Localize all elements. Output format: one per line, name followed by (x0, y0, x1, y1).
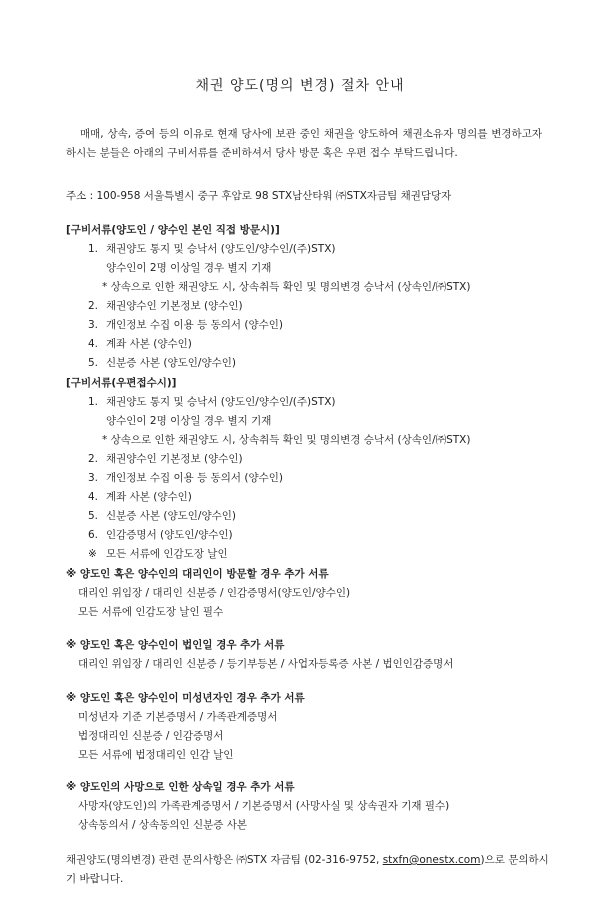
list-item: 대리인 위임장 / 대리인 신분증 / 등기부등본 / 사업자등록증 사본 / 법인인감증명서 (78, 658, 454, 670)
list-item: 사망자(양도인)의 가족관계증명서 / 기본증명서 (사망사실 및 상속권자 기재 필수) (78, 800, 450, 812)
list-item: 4. 계좌 사본 (양수인) (88, 338, 192, 350)
list-item-note: 양수인이 2명 이상일 경우 별지 기재 (106, 262, 272, 274)
mail-documents-section (66, 374, 556, 564)
list-item: 모든 서류에 법정대리인 인감 날인 (78, 749, 234, 761)
corporate-section (66, 636, 556, 674)
list-item: 2. 채권양수인 기본정보 (양수인) (88, 300, 243, 312)
list-item: 4. 계좌 사본 (양수인) (88, 491, 192, 503)
list-item: 대리인 위임장 / 대리인 신분증 / 인감증명서(양도인/양수인) (78, 587, 351, 599)
list-item: 3. 개인정보 수집 이용 등 동의서 (양수인) (88, 472, 284, 484)
list-item: 1. 채권양도 통지 및 승낙서 (양도인/양수인/(주)STX) (88, 396, 336, 408)
visit-documents-section (66, 221, 556, 373)
list-item: 3. 개인정보 수집 이용 등 동의서 (양수인) (88, 319, 284, 331)
contact-footer: 채권양도(명의변경) 관련 문의사항은 ㈜STX 자금팀 (02-316-9752, stxfn@onestx.com)으로 문의하시기 바랍니다. (66, 854, 549, 885)
agent-section (66, 565, 556, 622)
list-item: 미성년자 기준 기본증명서 / 가족관계증명서 (78, 711, 278, 723)
inheritance-heading: ※ 양도인의 사망으로 인한 상속일 경우 추가 서류 (66, 781, 295, 793)
corporate-heading: ※ 양도인 혹은 양수인이 법인일 경우 추가 서류 (66, 639, 285, 651)
minor-heading: ※ 양도인 혹은 양수인이 미성년자인 경우 추가 서류 (66, 692, 305, 704)
list-item-note: 양수인이 2명 이상일 경우 별지 기재 (106, 415, 272, 427)
list-item-note: * 상속으로 인한 채권양도 시, 상속취득 확인 및 명의변경 승낙서 (상속인/㈜STX) (102, 281, 471, 293)
list-item: 상속동의서 / 상속동의인 신분증 사본 (78, 819, 248, 831)
email-link[interactable]: stxfn@onestx.com (382, 854, 481, 866)
list-item-note: ※ 모든 서류에 인감도장 날인 (88, 548, 228, 560)
list-item: 법정대리인 신분증 / 인감증명서 (78, 730, 224, 742)
list-item: 2. 채권양수인 기본정보 (양수인) (88, 453, 243, 465)
visit-documents-heading: [구비서류(양도인 / 양수인 본인 직접 방문시)] (66, 224, 280, 236)
address-line: 주소 : 100-958 서울특별시 중구 후암로 98 STX남산타워 ㈜STX자금팀 채권담당자 (66, 190, 452, 202)
list-item: 5. 신분증 사본 (양도인/양수인) (88, 357, 236, 369)
mail-documents-heading: [구비서류(우편접수시)] (66, 377, 177, 389)
minor-section (66, 689, 556, 765)
list-item: 모든 서류에 인감도장 날인 필수 (78, 606, 224, 618)
intro-text: 매매, 상속, 증여 등의 이유로 현재 당사에 보관 중인 채권을 양도하여 채권소유자 명의를 변경하고자 하시는 분들은 아래의 구비서류를 준비하셔서 당사 방문 혹은 우편 접수 부탁드립니다. (66, 128, 542, 159)
intro-paragraph (66, 125, 542, 163)
list-item-note: * 상속으로 인한 채권양도 시, 상속취득 확인 및 명의변경 승낙서 (상속인/㈜STX) (102, 434, 471, 446)
list-item: 1. 채권양도 통지 및 승낙서 (양도인/양수인/(주)STX) (88, 243, 336, 255)
page-title: 채권 양도(명의 변경) 절차 안내 (195, 78, 405, 94)
inheritance-section (66, 778, 556, 835)
agent-heading: ※ 양도인 혹은 양수인의 대리인이 방문할 경우 추가 서류 (66, 568, 329, 580)
list-item: 5. 신분증 사본 (양도인/양수인) (88, 510, 236, 522)
list-item: 6. 인감증명서 (양도인/양수인) (88, 529, 233, 541)
